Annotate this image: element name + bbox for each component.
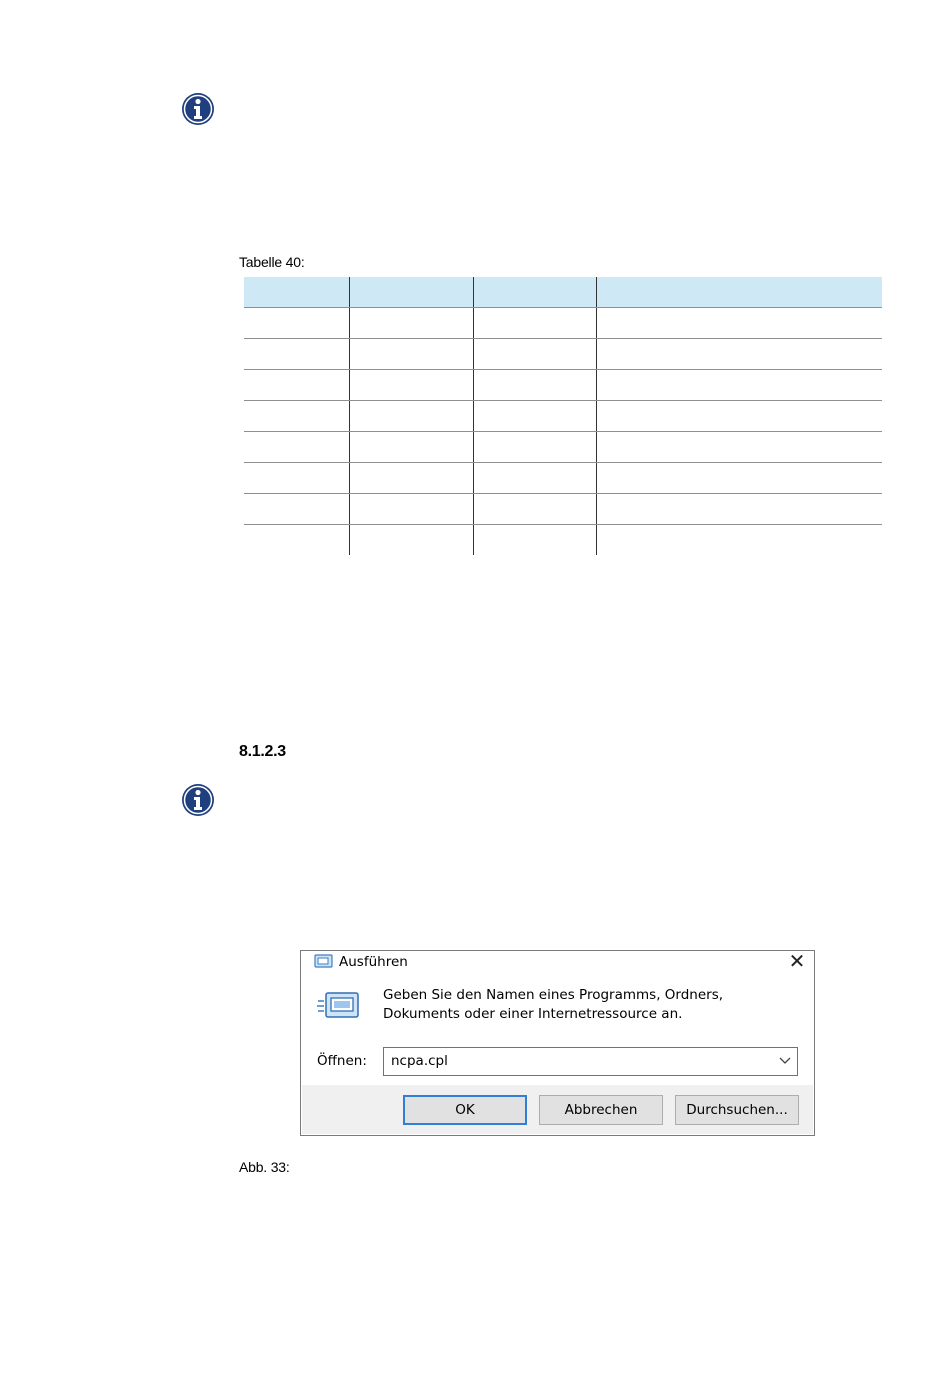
table-cell: [244, 525, 350, 556]
table-cell: [350, 308, 474, 339]
table-cell: [350, 432, 474, 463]
table-cell: [597, 463, 883, 494]
table-cell: [244, 401, 350, 432]
table-cell: [474, 432, 597, 463]
table-cell: [474, 525, 597, 556]
table-row: [244, 401, 882, 432]
description-line: Geben Sie den Namen eines Programms, Ordners,: [383, 987, 724, 1003]
info-icon: [181, 92, 215, 126]
table-cell: [244, 432, 350, 463]
table-cell: [350, 401, 474, 432]
table-header-row: [244, 277, 882, 308]
table-row: [244, 463, 882, 494]
table-header-cell: [474, 277, 597, 308]
dialog-title: Ausführen: [339, 954, 408, 970]
table-cell: [474, 401, 597, 432]
table-cell: [244, 463, 350, 494]
table-row: [244, 339, 882, 370]
table-cell: [244, 339, 350, 370]
table-cell: [350, 494, 474, 525]
table-row: [244, 308, 882, 339]
table-cell: [244, 308, 350, 339]
section-heading: 8.1.2.3: [239, 743, 286, 760]
table-cell: [597, 308, 883, 339]
run-dialog: [300, 950, 815, 1136]
browse-button[interactable]: Durchsuchen...: [675, 1095, 799, 1125]
table-cell: [474, 370, 597, 401]
table-cell: [597, 339, 883, 370]
table-cell: [597, 525, 883, 556]
table-cell: [350, 370, 474, 401]
table-cell: [474, 463, 597, 494]
table-header-cell: [350, 277, 474, 308]
open-input[interactable]: [391, 1051, 761, 1071]
dialog-titlebar: [301, 951, 814, 973]
table-row: [244, 494, 882, 525]
table-cell: [350, 463, 474, 494]
info-icon: [181, 783, 215, 817]
table-cell: [597, 401, 883, 432]
table-row: [244, 525, 882, 556]
table-header-cell: [244, 277, 350, 308]
table-cell: [474, 339, 597, 370]
dialog-description: [383, 986, 793, 1024]
description-line: Dokuments oder einer Internetressource an.: [383, 1006, 683, 1022]
figure-caption: Abb. 33:: [239, 1159, 290, 1175]
table-cell: [350, 339, 474, 370]
table-cell: [597, 432, 883, 463]
table-cell: [597, 370, 883, 401]
run-dialog-icon: [316, 991, 360, 1021]
table-row: [244, 370, 882, 401]
cancel-button[interactable]: Abbrechen: [539, 1095, 663, 1125]
ok-button[interactable]: OK: [403, 1095, 527, 1125]
open-label: Öffnen:: [317, 1053, 367, 1069]
table-cell: [474, 494, 597, 525]
close-button[interactable]: ✕: [788, 949, 806, 973]
table-cell: [244, 370, 350, 401]
table-cell: [474, 308, 597, 339]
dialog-button-bar: [302, 1085, 813, 1134]
chevron-down-icon[interactable]: [779, 1054, 791, 1066]
table-cell: [350, 525, 474, 556]
table-cell: [244, 494, 350, 525]
data-table: [244, 277, 882, 555]
table-cell: [597, 494, 883, 525]
run-dialog-icon: [313, 954, 333, 969]
open-combobox[interactable]: [383, 1047, 798, 1076]
table-row: [244, 432, 882, 463]
table-caption: Tabelle 40:: [239, 254, 305, 270]
table-header-cell: [597, 277, 883, 308]
